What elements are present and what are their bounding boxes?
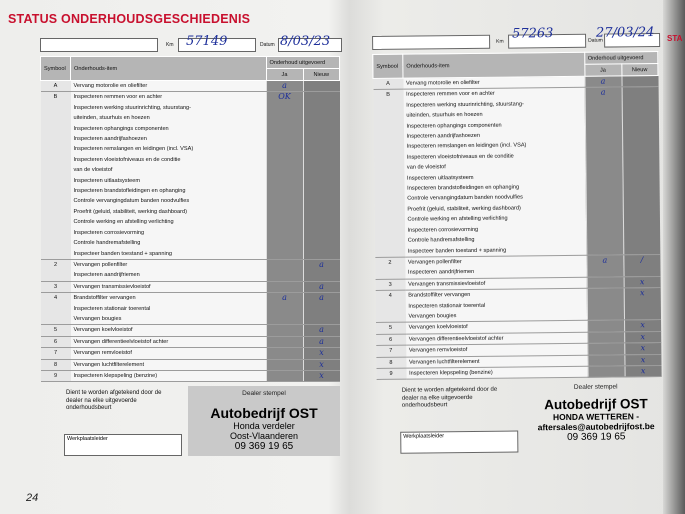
row-line: Vervangen differentieelvloeistof achter <box>73 338 169 345</box>
col-uitgevoerd: Onderhoud uitgevoerd <box>584 52 658 65</box>
ja-mark <box>266 336 303 347</box>
row-symbol <box>41 92 71 260</box>
km-label: Km <box>166 42 174 48</box>
row-line: Inspecteren ophangings componenten <box>73 125 169 132</box>
maintenance-table <box>40 56 340 382</box>
row-symbol <box>41 359 71 370</box>
row-symbol-text: B <box>386 92 391 99</box>
row-line: uiteinden, stuurhuis en hoezen <box>73 115 150 122</box>
table-row <box>375 288 660 323</box>
row-symbol <box>373 78 403 90</box>
sign-note: Dient te worden afgetekend door de dealer na elke uitgevoerde onderhoudsbeurt <box>401 387 498 410</box>
row-description <box>71 370 267 381</box>
row-description <box>71 325 267 336</box>
row-line: Vervangen transmissievloeistof <box>408 280 486 288</box>
row-symbol-text: 8 <box>53 361 58 368</box>
row-symbol <box>375 257 405 279</box>
table-row <box>41 348 340 359</box>
nieuw-mark <box>303 81 340 92</box>
row-line: Inspecteren brandstofleidingen en ophanging <box>407 184 520 192</box>
row-symbol <box>41 348 71 359</box>
stamp-line-4: 09 369 19 65 <box>567 431 626 444</box>
date-label: Datum <box>588 37 603 44</box>
row-description <box>71 281 267 292</box>
row-line: Vervang motorolie en oliefilter <box>406 79 480 87</box>
nieuw-mark: a <box>303 325 340 336</box>
row-line: Vervangen koelvloeistof <box>408 324 468 331</box>
row-line: Inspecteren klepspeling (benzine) <box>73 372 158 379</box>
nieuw-mark: a <box>303 293 340 325</box>
nieuw-mark: x <box>624 331 661 343</box>
row-description <box>71 293 267 325</box>
row-line: Vervangen remvloeistof <box>408 347 468 354</box>
table-row <box>41 336 340 347</box>
row-symbol <box>376 323 406 335</box>
nieuw-mark <box>622 87 660 255</box>
nieuw-mark: x <box>303 359 340 370</box>
nieuw-mark: a <box>303 281 340 292</box>
row-line: Controle vervangingdatum banden noodvulfies <box>407 194 523 203</box>
maintenance-table <box>372 51 661 380</box>
col-ja: Ja <box>266 69 303 81</box>
row-description <box>71 81 267 92</box>
row-line: Controle werking en afstelling verlichting <box>73 219 174 226</box>
stamp-line-3: aftersales@autobedrijfost.be <box>537 421 655 433</box>
nieuw-mark: x <box>625 365 662 377</box>
ja-mark: a <box>585 87 624 255</box>
row-line: Inspecteren vloeistofniveaus en de conditie <box>406 153 514 161</box>
row-symbol-text: 8 <box>389 359 393 366</box>
ja-mark <box>266 348 303 359</box>
stamp-line-1: Autobedrijf OST <box>544 396 648 413</box>
row-description <box>403 88 586 257</box>
row-line: Inspecteer banden toestand + spanning <box>73 250 172 257</box>
table-row <box>376 365 661 379</box>
row-line: Inspecteren aandrijfriemen <box>73 272 140 279</box>
dealer-stamp <box>518 379 675 451</box>
stamp-line-2: HONDA WETTEREN - <box>552 411 640 423</box>
col-symbool: Symbool <box>41 57 71 81</box>
row-line: uiteinden, stuurhuis en hoezen <box>406 112 483 119</box>
record-header <box>372 25 658 54</box>
dealer-stamp-label: Dealer stempel <box>242 390 286 398</box>
km-label: Km <box>496 38 504 45</box>
row-symbol-text: A <box>53 83 58 89</box>
col-uitgevoerd: Onderhoud uitgevoerd <box>266 57 340 69</box>
row-line: Inspecteren uitlaatsysteem <box>73 177 141 184</box>
row-line: Vervangen differentieelvloeistof achter <box>408 335 504 343</box>
row-description <box>71 336 267 347</box>
col-item: Onderhouds-item <box>71 57 267 81</box>
row-symbol <box>376 357 406 369</box>
right-service-record <box>372 25 663 464</box>
row-symbol <box>376 368 406 380</box>
row-symbol-text: 5 <box>53 327 58 334</box>
km-value: 57149 <box>186 34 228 49</box>
ja-mark <box>266 370 303 381</box>
ja-mark <box>266 359 303 370</box>
row-line: Inspecteren werking stuurinrichting, stuurstang- <box>73 104 192 111</box>
row-line: Vervangen luchtfilterelement <box>408 358 480 366</box>
row-description <box>71 259 267 281</box>
col-nieuw: Nieuw <box>303 69 340 81</box>
date-value: 8/03/23 <box>280 34 331 49</box>
page-title: STATUS ONDERHOUDSGESCHIEDENIS <box>8 12 251 26</box>
row-line: Controle handremafstelling <box>407 237 475 244</box>
row-line: Inspecteren remslangen en leidingen (incl. VSA) <box>406 142 527 151</box>
row-symbol-text: 6 <box>389 336 393 343</box>
row-line: Vervangen luchtfilterelement <box>73 361 145 368</box>
row-symbol <box>41 336 71 347</box>
nieuw-mark: a <box>303 336 340 347</box>
row-line: Inspecteren remslangen en leidingen (incl. VSA) <box>73 146 194 153</box>
row-description <box>71 348 267 359</box>
row-description <box>71 359 267 370</box>
sign-note: Dient te worden afgetekend door de dealer na elke uitgevoerde onderhoudsbeurt <box>66 390 162 412</box>
date-label: Datum <box>260 42 275 48</box>
row-line: Brandstoffilter vervangen <box>73 295 136 302</box>
left-service-record <box>40 34 340 466</box>
row-symbol <box>373 90 405 258</box>
row-symbol-text: 9 <box>53 372 58 379</box>
stamp-line-1: Autobedrijf OST <box>210 405 318 422</box>
ja-mark <box>266 325 303 336</box>
row-description <box>405 255 587 279</box>
row-symbol-text: 2 <box>53 261 58 268</box>
row-symbol <box>375 290 405 323</box>
next-page-edge <box>663 0 685 514</box>
nieuw-mark: x <box>624 288 661 321</box>
row-line: Inspecteren corrosievorming <box>407 226 479 234</box>
row-symbol-text: 9 <box>389 370 393 377</box>
werkplaatsleider-field: Werkplaatsleider <box>64 434 182 456</box>
table-row <box>41 81 340 92</box>
row-line: Inspecteren remmen voor en achter <box>73 94 163 101</box>
row-line: Vervangen pollenfilter <box>407 258 462 266</box>
row-symbol-text: 3 <box>388 281 392 288</box>
table-row <box>41 293 340 325</box>
row-line: Inspecteer banden toestand + spanning <box>407 247 507 255</box>
row-line: Inspecteren aandrijfriemen <box>407 269 475 276</box>
ja-mark <box>266 281 303 292</box>
row-line: Inspecteren vloeistofniveaus en de conditie <box>73 156 181 163</box>
dealer-stamp <box>188 386 340 456</box>
row-line: Vervangen transmissievloeistof <box>73 283 151 290</box>
nieuw-mark: x <box>624 276 661 288</box>
nieuw-mark: x <box>624 354 661 366</box>
row-symbol-text: A <box>386 80 390 87</box>
row-description <box>71 92 267 260</box>
date-value: 27/03/24 <box>595 25 655 41</box>
row-symbol-text: 7 <box>53 350 58 357</box>
row-symbol <box>376 334 406 346</box>
col-item: Onderhouds-item <box>403 52 585 78</box>
ja-mark: a <box>266 81 303 92</box>
stamp-line-3: Oost-Vlaanderen <box>229 431 299 442</box>
row-line: Inspecteren stationair toerental <box>408 302 486 310</box>
nieuw-mark: x <box>303 370 340 381</box>
row-symbol <box>41 281 71 292</box>
ja-mark <box>587 288 624 321</box>
row-symbol-text: 3 <box>53 283 58 290</box>
row-symbol <box>41 370 71 381</box>
table-row <box>41 92 340 260</box>
row-line: Controle werking en afstelling verlichting <box>407 215 508 223</box>
row-line: Vervangen bougies <box>73 315 122 322</box>
table-row <box>41 359 340 370</box>
row-line: Inspecteren aandrijfashoezen <box>406 132 481 140</box>
col-symbool: Symbool <box>373 54 403 78</box>
table-row <box>41 325 340 336</box>
col-nieuw: Nieuw <box>621 64 658 76</box>
row-line: Vervangen remvloeistof <box>73 350 132 357</box>
next-page-title-fragment: STA <box>667 34 683 43</box>
werkplaatsleider-field: Werkplaatsleider <box>400 431 518 454</box>
page-number: 24 <box>26 492 39 504</box>
row-line: Inspecteren uitlaatsysteem <box>407 174 474 182</box>
ja-mark <box>587 320 624 332</box>
row-line: Inspecteren brandstofleidingen en ophanging <box>73 188 186 195</box>
nieuw-mark <box>621 76 658 88</box>
row-symbol-text: 5 <box>389 325 393 332</box>
row-line: Inspecteren werking stuurinrichting, stuurstang- <box>406 101 524 109</box>
row-line: Inspecteren stationair toerental <box>73 305 151 312</box>
ja-mark: a <box>266 293 303 325</box>
ja-mark <box>588 366 625 378</box>
row-line: Vervangen pollenfilter <box>73 261 128 268</box>
row-line: Controle vervangingdatum banden noodvulfies <box>73 198 190 205</box>
record-footer <box>376 385 663 464</box>
dealer-stamp-label: Dealer stempel <box>573 383 618 392</box>
ja-mark <box>587 343 624 355</box>
row-description <box>406 366 588 379</box>
ja-mark <box>587 277 624 289</box>
nieuw-mark: x <box>303 348 340 359</box>
ja-mark <box>587 332 624 344</box>
row-symbol <box>41 293 71 325</box>
row-symbol-text: 7 <box>389 347 393 354</box>
row-line: Proefrit (geluid, stabiliteit, werking dashboard) <box>407 205 521 213</box>
row-line: van de vloeistof <box>73 167 113 174</box>
row-symbol-text: 4 <box>388 292 392 299</box>
row-symbol <box>41 81 71 92</box>
table-row <box>41 259 340 281</box>
nieuw-mark: x <box>624 320 661 332</box>
table-row <box>41 370 340 381</box>
row-symbol-text: 2 <box>388 259 392 266</box>
row-description <box>405 288 587 322</box>
col-ja: Ja <box>584 64 621 76</box>
ja-mark: OK <box>266 92 303 260</box>
row-line: Vervangen koelvloeistof <box>73 327 133 334</box>
row-line: Inspecteren aandrijfashoezen <box>73 136 147 143</box>
row-line: Vervang motorolie en oliefilter <box>73 83 148 89</box>
record-footer <box>40 390 340 466</box>
row-line: Inspecteren corrosievorming <box>73 229 145 236</box>
stamp-line-2: Honda verdeler <box>233 421 295 432</box>
code-field <box>372 35 490 50</box>
row-symbol-text: B <box>53 94 58 101</box>
row-line: van de vloeistof <box>406 164 446 171</box>
row-line: Proefrit (geluid, stabiliteit, werking dashboard) <box>73 208 187 215</box>
nieuw-mark: a <box>303 259 340 281</box>
row-symbol-text: 6 <box>53 338 58 345</box>
row-line: Controle handremafstelling <box>73 240 141 247</box>
row-symbol <box>41 259 71 281</box>
row-line: Inspecteren ophangings componenten <box>406 122 502 130</box>
row-line: Inspecteren remmen voor en achter <box>406 91 495 99</box>
nieuw-mark <box>303 92 340 260</box>
row-symbol <box>375 279 405 291</box>
nieuw-mark: / <box>623 254 660 276</box>
row-line: Brandstoffilter vervangen <box>408 292 471 299</box>
record-header <box>40 34 340 56</box>
code-field <box>40 38 158 52</box>
ja-mark: a <box>584 76 621 88</box>
row-symbol <box>376 345 406 357</box>
table-row <box>41 281 340 292</box>
ja-mark <box>266 259 303 281</box>
table-row <box>375 254 660 279</box>
row-symbol <box>41 325 71 336</box>
table-row <box>373 87 660 257</box>
ja-mark <box>587 354 624 366</box>
ja-mark: a <box>586 255 623 277</box>
nieuw-mark: x <box>624 343 661 355</box>
row-symbol-text: 4 <box>53 295 58 302</box>
row-line: Inspecteren klepspeling (benzine) <box>409 369 493 377</box>
row-line: Vervangen bougies <box>408 313 457 320</box>
km-value: 57263 <box>511 26 554 42</box>
stamp-line-4: 09 369 19 65 <box>234 441 294 453</box>
